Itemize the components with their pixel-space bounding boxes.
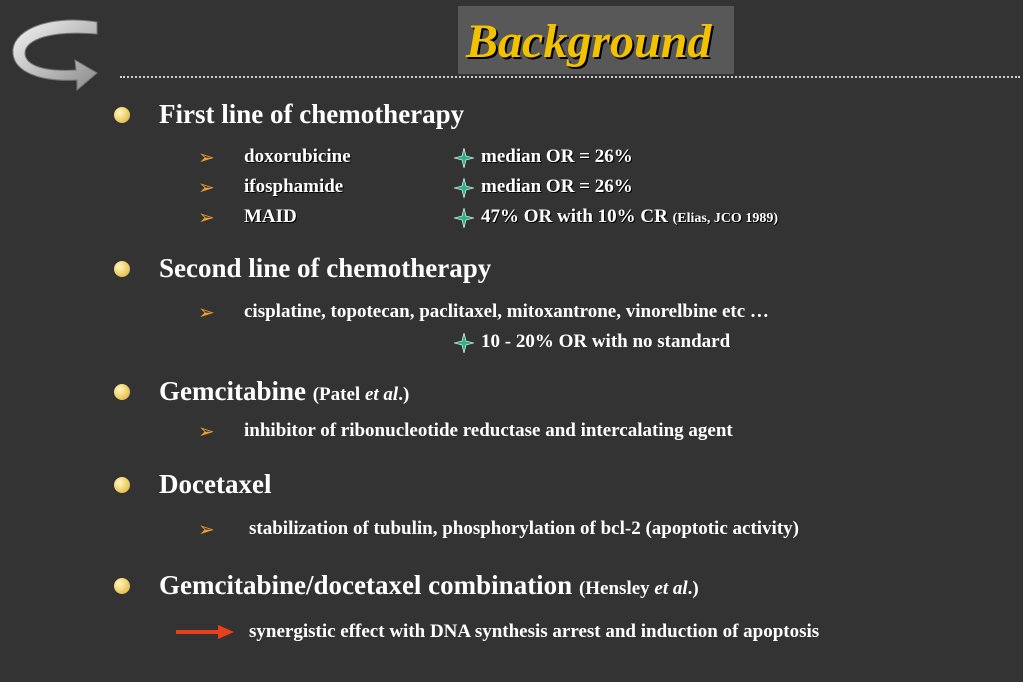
bullet-icon [114,578,130,594]
star-bullet-icon [454,208,474,228]
heading-docetaxel: Docetaxel [159,469,272,499]
arrowhead-bullet-icon: ➢ [198,419,215,443]
citation-close: .) [687,578,699,599]
drug-ifosphamide: ifosphamide [244,176,344,197]
citation-close: .) [398,384,410,405]
second-line-result: 10 - 20% OR with no standard [481,331,731,352]
bullet-icon [114,261,130,277]
gemcitabine-mechanism: inhibitor of ribonucleotide reductase and intercalating agent [244,420,733,441]
heading-combination [159,570,699,604]
heading-combination-text: Gemcitabine/docetaxel combination [159,570,573,600]
slide-title: Background [466,15,712,68]
heading-gemcitabine-text: Gemcitabine [159,376,306,406]
bullet-icon [114,477,130,493]
citation-patel [313,384,410,405]
citation-hensley [579,578,699,599]
result-maid-text: 47% OR with 10% CR [481,206,668,227]
result-doxorubicine: median OR = 26% [481,146,633,167]
star-bullet-icon [454,333,474,353]
docetaxel-mechanism: stabilization of tubulin, phosphorylation of bcl-2 (apoptotic activity) [249,518,799,539]
arrowhead-bullet-icon: ➢ [198,145,215,169]
heading-gemcitabine [159,376,409,410]
arrowhead-bullet-icon: ➢ [198,175,215,199]
star-bullet-icon [454,148,474,168]
drug-maid: MAID [244,206,297,227]
citation-elias: (Elias, JCO 1989) [672,211,778,226]
heading-first-line: First line of chemotherapy [159,99,465,129]
citation-et-al: et al [364,384,399,405]
curved-arrow-icon [5,10,100,95]
bullet-icon [114,384,130,400]
arrowhead-bullet-icon: ➢ [198,205,215,229]
red-arrow-icon [176,625,234,639]
arrowhead-bullet-icon: ➢ [198,300,215,324]
title-divider [120,76,1020,78]
result-maid [481,205,778,231]
bullet-icon [114,107,130,123]
citation-open: (Patel [312,384,365,405]
citation-open: (Hensley [578,578,655,599]
second-line-drugs: cisplatine, topotecan, paclitaxel, mitoxantrone, vinorelbine etc … [244,301,769,322]
citation-et-al: et al [654,578,688,599]
heading-second-line: Second line of chemotherapy [159,253,492,283]
combination-effect: synergistic effect with DNA synthesis arrest and induction of apoptosis [249,621,820,642]
drug-doxorubicine: doxorubicine [244,146,351,167]
arrowhead-bullet-icon: ➢ [198,517,215,541]
result-ifosphamide: median OR = 26% [481,176,633,197]
star-bullet-icon [454,178,474,198]
